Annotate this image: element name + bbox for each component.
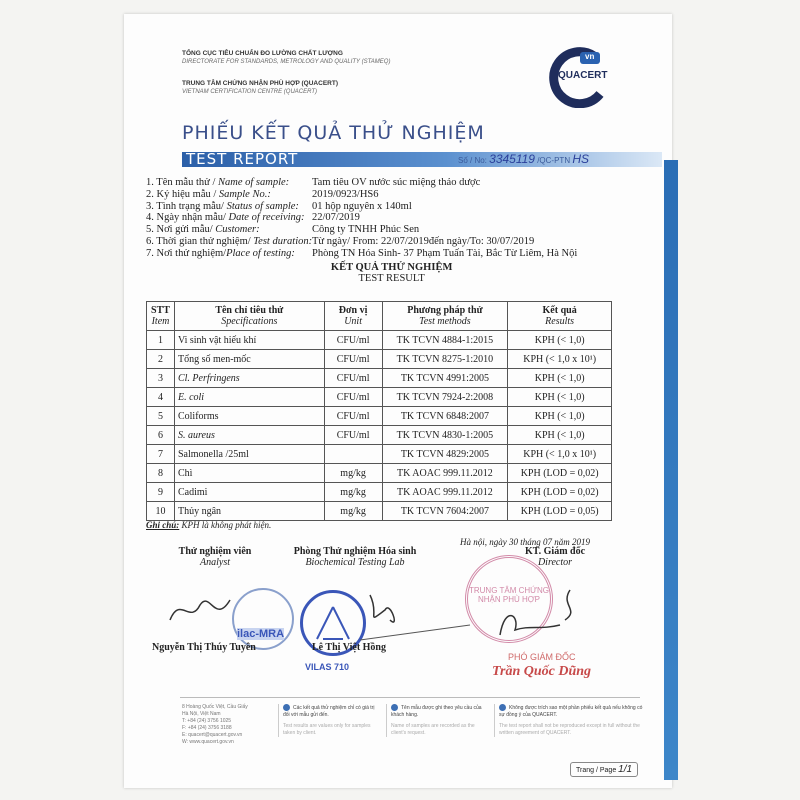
footer-note-en: Name of samples are recorded as the client's request. [391,722,475,736]
org1-en: DIRECTORATE FOR STANDARDS, METROLOGY AND QUALITY (STAMEQ) [182,59,391,65]
table-row [147,407,612,426]
header-vi: Đơn vị [338,305,368,316]
footer-address [182,704,272,746]
sign-date: Hà nội, ngày 30 tháng 07 năm 2019 [460,537,590,547]
column-header [147,302,175,331]
address-line: 8 Hoàng Quốc Việt, Cầu Giấy [182,704,248,710]
info-value: 22/07/2019 [312,212,360,224]
footer-note-vi: Không được trích sao một phần phiếu kết quả nếu không có sự đồng ý của QUACERT. [499,704,643,718]
table-row [147,502,612,521]
cell-spec: Cl. Perfringens [174,369,324,388]
info-label-vi: 4. Ngày nhận mẫu/ [146,212,229,224]
column-header [382,302,508,331]
cell-unit: mg/kg [324,502,382,521]
director-en: Director [537,557,573,568]
footer-note-en: The test report shall not be reproduced except in full without the written agreement of QUACERT. [499,722,640,736]
address-line: F: +84 (24) 3756 3188 [182,725,232,731]
analyst-vi: Thử nghiệm viên [178,546,252,557]
info-label [146,248,312,260]
column-header [508,302,612,331]
cell-spec: E. coli [174,388,324,407]
table-row [147,464,612,483]
address-line: T: +84 (24) 3756 1025 [182,718,232,724]
info-row [146,201,577,213]
cell-spec: Chì [174,464,324,483]
cell-unit: CFU/ml [324,350,382,369]
cell-method: TK TCVN 6848:2007 [382,407,508,426]
cell-result: KPH (< 1,0) [508,407,612,426]
cell-item: 7 [147,445,175,464]
cell-method: TK TCVN 4829:2005 [382,445,508,464]
info-label-vi: 1. Tên mẫu thử / [146,177,218,188]
info-label-vi: 3. Tình trạng mẫu/ [146,200,227,212]
cell-spec: Vi sinh vật hiếu khí [174,331,324,350]
deputy-title: PHÓ GIÁM ĐỐC [508,652,576,662]
header-en: Item [151,316,170,327]
cell-item: 1 [147,331,175,350]
cell-item: 2 [147,350,175,369]
info-label-vi: 5. Nơi gửi mẫu/ [146,224,216,236]
info-row [146,212,577,224]
info-label [146,201,312,213]
footer-note [494,704,644,737]
info-row [146,189,577,201]
cell-method: TK TCVN 7924-2:2008 [382,388,508,407]
footer-note-vi: Các kết quả thử nghiệm chỉ có giá trị đối với mẫu gửi đến. [283,704,375,718]
analyst-block [160,546,270,568]
cell-method: TK AOAC 999.11.2012 [382,464,508,483]
page-number [570,762,638,777]
cell-result: KPH (LOD = 0,02) [508,464,612,483]
cell-unit: CFU/ml [324,426,382,445]
note-label: Ghi chú: [146,520,180,530]
cell-spec: Coliforms [174,407,324,426]
info-row [146,236,577,248]
director-prefix: KT. [524,546,542,557]
cell-result: KPH (< 1,0 x 10¹) [508,445,612,464]
handwritten-signatures [160,585,580,645]
info-label-vi: 7. Nơi thử nghiệm/ [146,247,227,259]
cell-item: 4 [147,388,175,407]
lab-name: Lê Thị Việt Hồng [312,642,386,653]
cell-result: KPH (LOD = 0,05) [508,502,612,521]
cell-unit [324,445,382,464]
analyst-name: Nguyễn Thị Thúy Tuyên [152,642,256,653]
cell-spec: Salmonella /25ml [174,445,324,464]
info-dot-icon [391,704,398,711]
address-line: E: quacert@quacert.gov.vn [182,732,243,738]
address-line: W: www.quacert.gov.vn [182,739,234,745]
org1-vi: TỔNG CỤC TIÊU CHUẨN ĐO LƯỜNG CHẤT LƯỢNG [182,50,343,57]
info-label-vi: 2. Ký hiệu mẫu / [146,188,219,200]
info-label-en: Sample No.: [218,188,271,200]
info-row [146,248,577,260]
footer-note [386,704,486,737]
cell-result: KPH (< 1,0 x 10¹) [508,350,612,369]
header-vi: STT [151,305,170,316]
info-label-en: Place of testing: [226,247,295,259]
cell-spec: S. aureus [174,426,324,445]
cell-item: 3 [147,369,175,388]
cell-spec: Cadimi [174,483,324,502]
note-text: KPH là không phát hiện. [179,520,272,530]
column-header [174,302,324,331]
logo-small: vn [585,52,595,61]
info-row [146,224,577,236]
header-vi: Phương pháp thử [407,305,483,316]
cell-unit: CFU/ml [324,369,382,388]
results-table [146,301,612,521]
cell-item: 9 [147,483,175,502]
cell-unit: mg/kg [324,464,382,483]
footer-note [278,704,378,737]
note [146,520,271,530]
info-value: 2019/0923/HS6 [312,188,379,200]
info-dot-icon [499,704,506,711]
header-en: Unit [344,316,362,327]
info-label [146,177,312,189]
info-label [146,236,312,248]
cell-item: 10 [147,502,175,521]
cell-spec: Thủy ngân [174,502,324,521]
header-en: Results [545,316,575,327]
no-value: 3345119 [489,152,535,166]
cell-unit: CFU/ml [324,407,382,426]
header-en: Test methods [419,316,471,327]
lab-block [280,546,430,568]
cell-method: TK TCVN 8275-1:2010 [382,350,508,369]
cell-item: 6 [147,426,175,445]
cell-result: KPH (< 1,0) [508,331,612,350]
sample-info [146,177,577,285]
info-label [146,189,312,201]
cell-method: TK TCVN 7604:2007 [382,502,508,521]
quacert-logo [548,46,610,108]
info-label-en: Date of receiving: [228,212,305,224]
footer-note-vi: Tên mẫu được ghi theo yêu cầu của khách hàng. [391,704,482,718]
page-value: 1/1 [618,764,633,775]
info-label-en: Name of sample: [218,177,290,188]
info-value: Tam tiêu OV nước súc miệng thảo dược [312,177,481,188]
cell-result: KPH (< 1,0) [508,426,612,445]
header-vi: Tên chỉ tiêu thử [215,305,284,316]
title-en: TEST REPORT [186,150,299,168]
table-row [147,350,612,369]
table-row [147,388,612,407]
vilas-label: VILAS 710 [305,662,350,672]
title-vi: PHIẾU KẾT QUẢ THỬ NGHIỆM [182,122,485,144]
info-value: Phòng TN Hóa Sinh- 37 Phạm Tuấn Tài, Bắc Từ Liêm, Hà Nội [312,247,578,259]
table-row [147,331,612,350]
info-value: Công ty TNHH Phúc Sen [312,224,420,236]
stamp-text: TRUNG TÂM CHỨNG NHẬN PHÙ HỢP [468,586,549,604]
results-title-en: TEST RESULT [358,273,425,285]
info-row [146,177,577,189]
info-label [146,212,312,224]
cell-result: KPH (< 1,0) [508,388,612,407]
results-title-vi: KẾT QUẢ THỬ NGHIỆM [330,261,453,273]
director-vi: Giám đốc [543,546,586,557]
cell-result: KPH (LOD = 0,02) [508,483,612,502]
address-line: Hà Nội, Việt Nam [182,711,221,717]
footer-divider [180,697,640,698]
info-label-en: Customer: [215,224,260,236]
report-number [458,152,589,166]
no-suffix: /QC-PTN [537,156,571,165]
org2-vi: TRUNG TÂM CHỨNG NHẬN PHÙ HỢP (QUACERT) [182,80,338,87]
info-dot-icon [283,704,290,711]
info-label-en: Test duration: [253,235,313,247]
cell-spec: Tổng số men-mốc [174,350,324,369]
header-en: Specifications [221,316,278,327]
page-edge-band [664,160,678,780]
header-vi: Kết quả [542,305,577,316]
deputy-name: Trần Quốc Dũng [492,664,592,679]
info-value: Từ ngày/ From: 22/07/2019đến ngày/To: 30/07/2019 [312,235,535,247]
page-label: Trang / Page [576,767,617,774]
cell-item: 8 [147,464,175,483]
cell-unit: mg/kg [324,483,382,502]
info-value: 01 hộp nguyên x 140ml [312,200,412,212]
cell-item: 5 [147,407,175,426]
cell-method: TK AOAC 999.11.2012 [382,483,508,502]
table-row [147,426,612,445]
info-label-en: Status of sample: [226,200,299,212]
logo-text: QUACERT [558,70,608,81]
table-row [147,369,612,388]
no-label: Số / No: [458,156,487,165]
cell-unit: CFU/ml [324,388,382,407]
analyst-en: Analyst [200,557,230,568]
column-header [324,302,382,331]
org2-en: VIETNAM CERTIFICATION CENTRE (QUACERT) [182,89,318,95]
lab-en: Biochemical Testing Lab [305,557,405,568]
cell-method: TK TCVN 4991:2005 [382,369,508,388]
cell-unit: CFU/ml [324,331,382,350]
no-hand: HS [572,152,589,166]
footer-note-en: Test results are values only for samples taken by client. [283,722,371,736]
table-row [147,445,612,464]
table-row [147,483,612,502]
info-label [146,224,312,236]
cell-result: KPH (< 1,0) [508,369,612,388]
cell-method: TK TCVN 4884-1:2015 [382,331,508,350]
ilac-mark: ilac-MRA [237,628,285,640]
cell-method: TK TCVN 4830-1:2005 [382,426,508,445]
info-label-vi: 6. Thời gian thử nghiệm/ [146,235,254,247]
lab-vi: Phòng Thử nghiệm Hóa sinh [293,546,417,557]
footer-notes [278,704,644,737]
